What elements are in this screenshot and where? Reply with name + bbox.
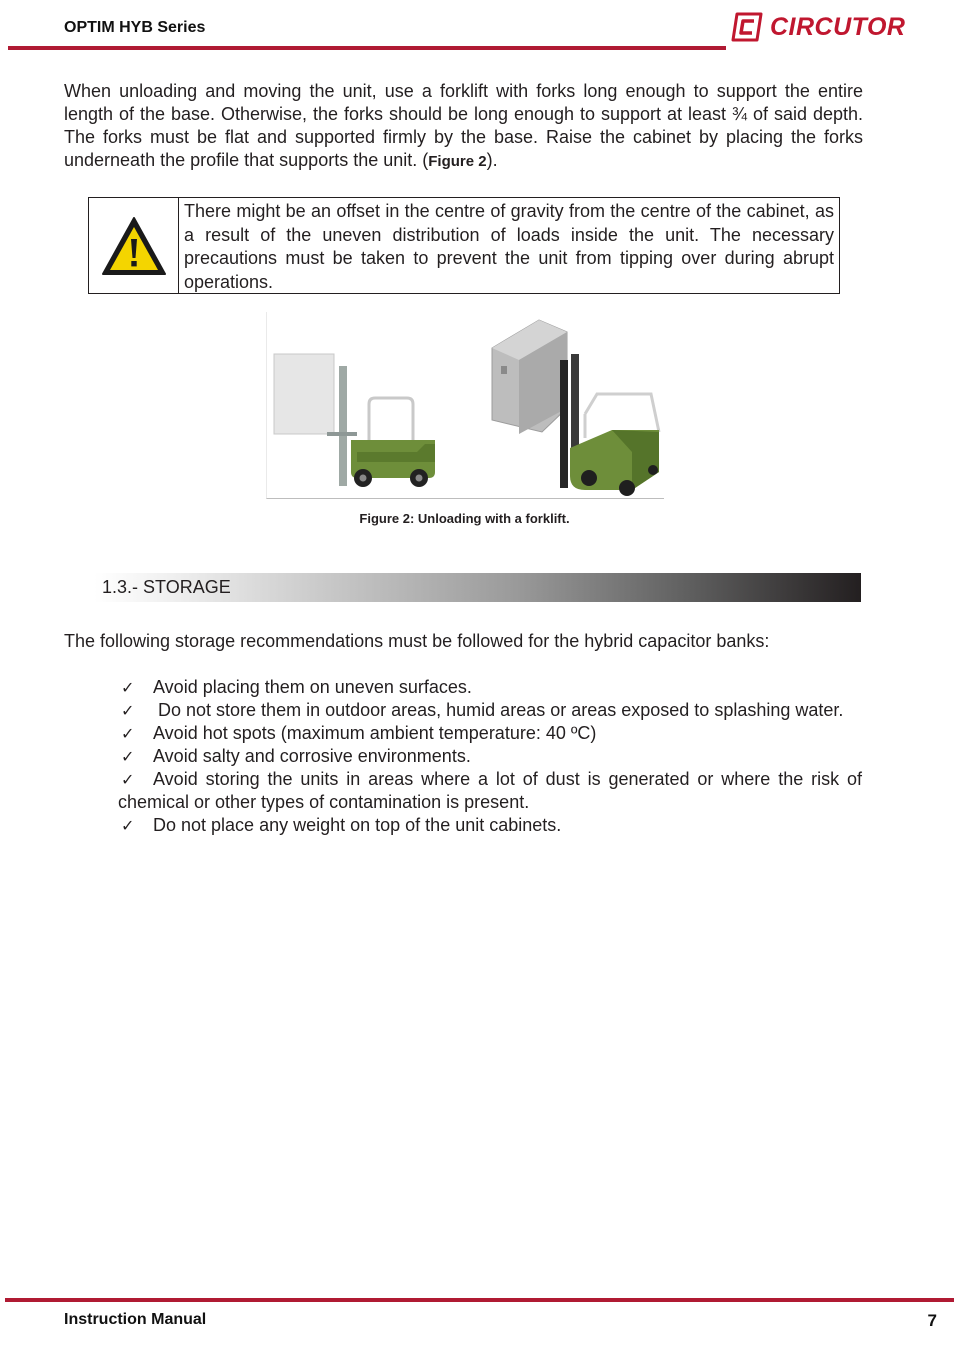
warning-box xyxy=(88,197,840,294)
list-item xyxy=(118,722,862,745)
figure-reference: Figure 2 xyxy=(428,153,487,170)
list-item xyxy=(118,814,862,837)
unloading-paragraph xyxy=(64,80,863,173)
list-item-text: Do not store them in outdoor areas, humid areas or areas exposed to splashing water. xyxy=(153,700,844,720)
list-item xyxy=(118,768,862,814)
warning-text: There might be an offset in the centre of gravity from the centre of the cabinet, as a result of the uneven distribution of loads inside the unit. The necessary precautions must be taken to prevent the unit from tipping over during abrupt operations. xyxy=(184,201,834,292)
warning-triangle-icon xyxy=(100,215,168,277)
list-item-text: Avoid storing the units in areas where a lot of dust is generated or where the risk of chemical or other types of contamination is present. xyxy=(118,769,862,812)
forklift-illustration xyxy=(267,312,664,498)
document-series-title: OPTIM HYB Series xyxy=(64,19,206,36)
section-title: 1.3.- STORAGE xyxy=(102,577,231,597)
figure-caption: Figure 2: Unloading with a forklift. xyxy=(359,511,570,526)
check-icon: ✓ xyxy=(121,747,135,766)
unloading-paragraph-tail: ). xyxy=(486,150,498,170)
page-number: 7 xyxy=(927,1311,937,1330)
list-item xyxy=(118,699,862,722)
forklift-side-view xyxy=(274,354,435,487)
forklift-perspective-view xyxy=(492,320,659,496)
check-icon: ✓ xyxy=(121,816,135,835)
list-item-text: Avoid placing them on uneven surfaces. xyxy=(153,677,472,697)
circutor-logo xyxy=(730,8,910,46)
check-icon: ✓ xyxy=(121,701,135,720)
header-rule xyxy=(8,46,726,50)
warning-icon-cell xyxy=(89,198,179,293)
forklift-figure xyxy=(266,312,664,499)
check-icon: ✓ xyxy=(121,678,135,697)
list-item xyxy=(118,745,862,768)
check-icon: ✓ xyxy=(121,724,135,743)
footer-title: Instruction Manual xyxy=(64,1311,207,1328)
footer-rule xyxy=(5,1298,954,1302)
list-item-text: Do not place any weight on top of the unit cabinets. xyxy=(153,815,562,835)
check-icon: ✓ xyxy=(121,770,135,789)
list-item xyxy=(118,676,862,699)
circutor-logo-icon xyxy=(730,10,764,44)
unloading-paragraph-text: When unloading and moving the unit, use a forklift with forks long enough to support the entire length of the base. Otherwise, the forks should be long enough to support at least ¾ of said depth. The forks must be flat and supported firmly by the base. Raise the cabinet by placing the forks underneath the profile that supports the unit. ( xyxy=(64,81,863,170)
list-item-text: Avoid hot spots (maximum ambient temperature: 40 ºC) xyxy=(153,723,597,743)
logo-text: CIRCUTOR xyxy=(770,12,906,41)
storage-checklist xyxy=(118,676,862,837)
list-item-text: Avoid salty and corrosive environments. xyxy=(153,746,471,766)
storage-intro: The following storage recommendations must be followed for the hybrid capacitor banks: xyxy=(64,631,770,651)
